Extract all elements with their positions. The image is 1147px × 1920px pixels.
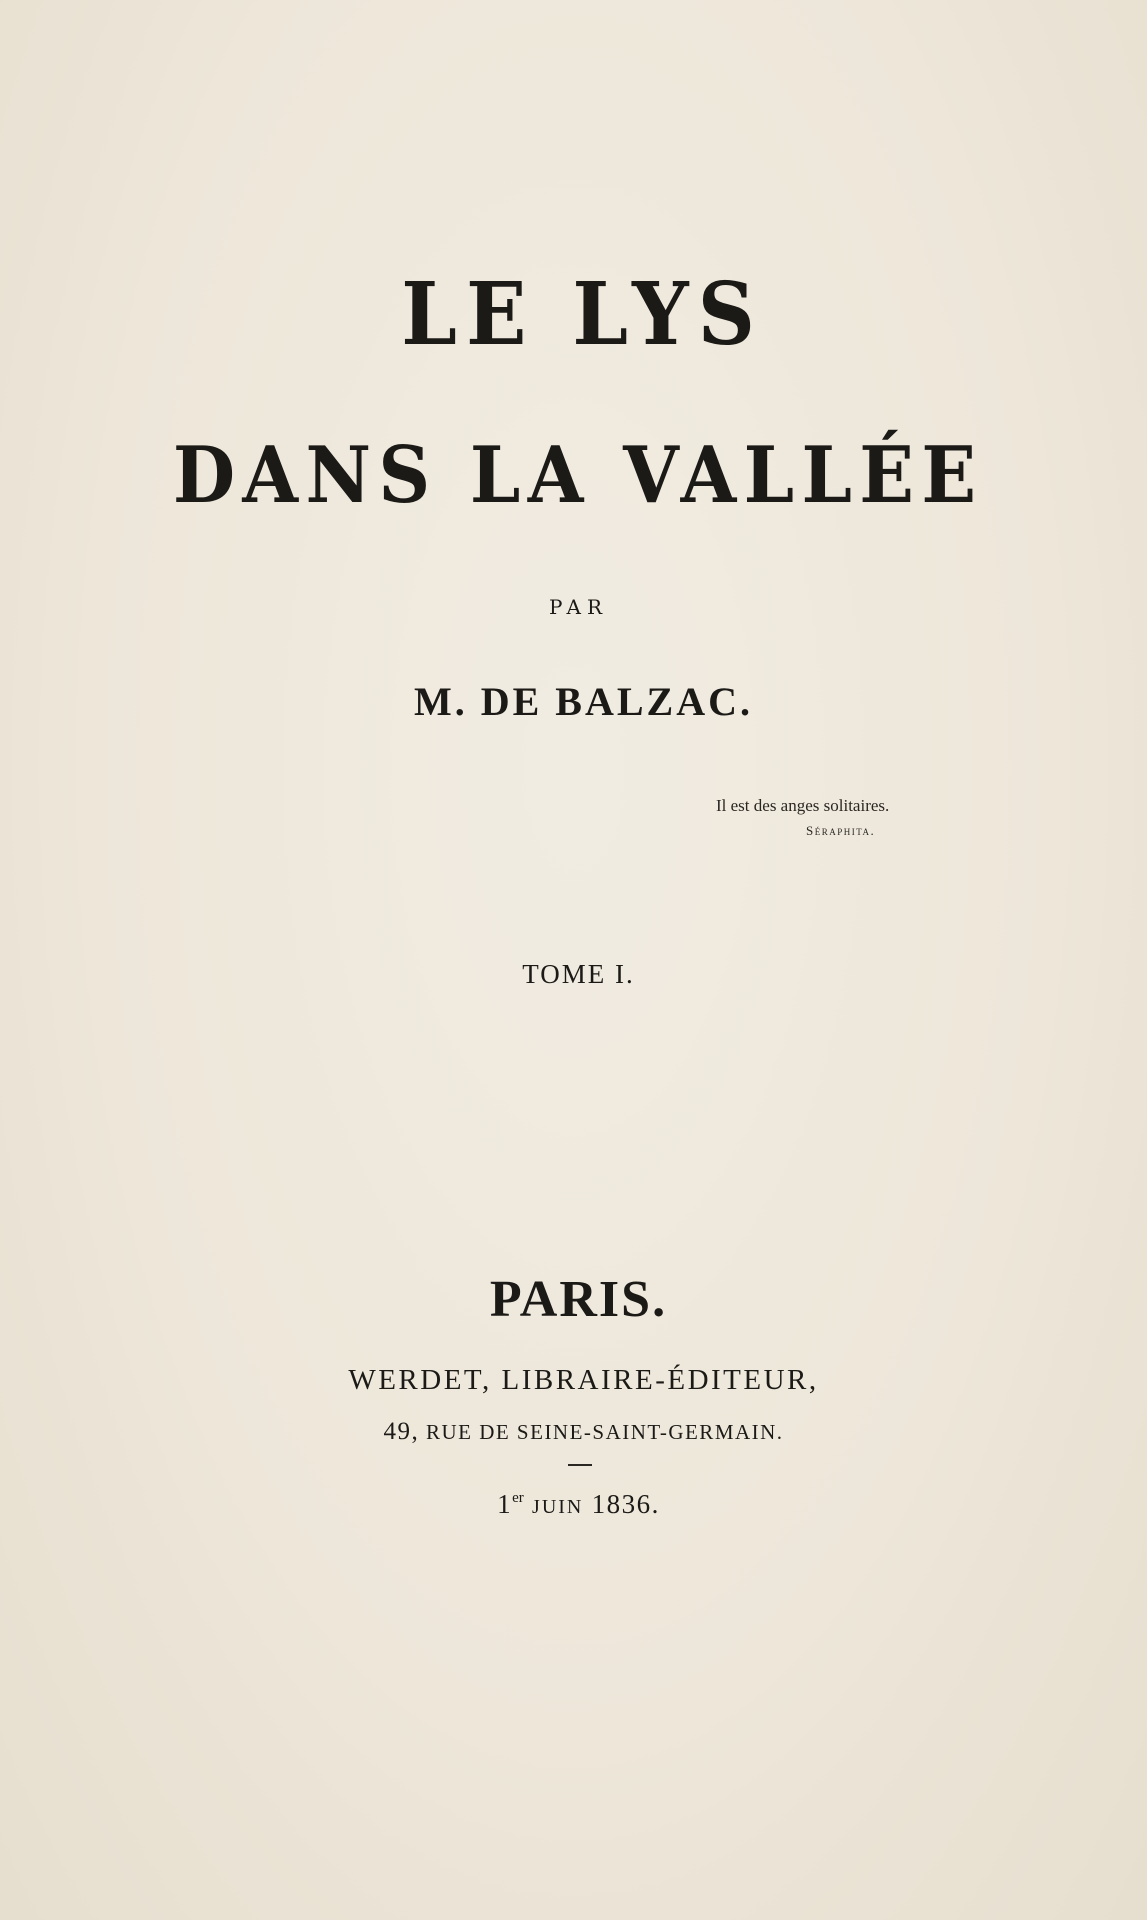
byline: PAR [548,595,609,619]
imprint-date [0,1480,1147,1525]
book-title-line-2: DANS LA VALLÉE [172,430,984,521]
imprint-address [0,1418,1147,1446]
date-day: 1 [497,1489,513,1519]
imprint-city: PARIS. [489,1271,668,1328]
author-name: M. DE BALZAC. [413,679,754,724]
date-day-suffix: er [512,1490,524,1506]
address-street: RUE DE SEINE-SAINT-GERMAIN. [425,1420,784,1444]
epigraph-source: Séraphita. [806,823,876,838]
epigraph-quote: Il est des anges solitaires. [716,796,890,815]
epigraph [716,795,956,841]
address-number: 49, [383,1418,420,1445]
volume-label: TOME I. [522,959,635,989]
date-month: JUIN [532,1496,584,1518]
imprint-divider [568,1464,592,1466]
imprint-publisher: WERDET, LIBRAIRE-ÉDITEUR, [348,1364,819,1396]
book-title-line-1: LE LYS [401,264,765,365]
date-year: 1836. [591,1489,660,1519]
